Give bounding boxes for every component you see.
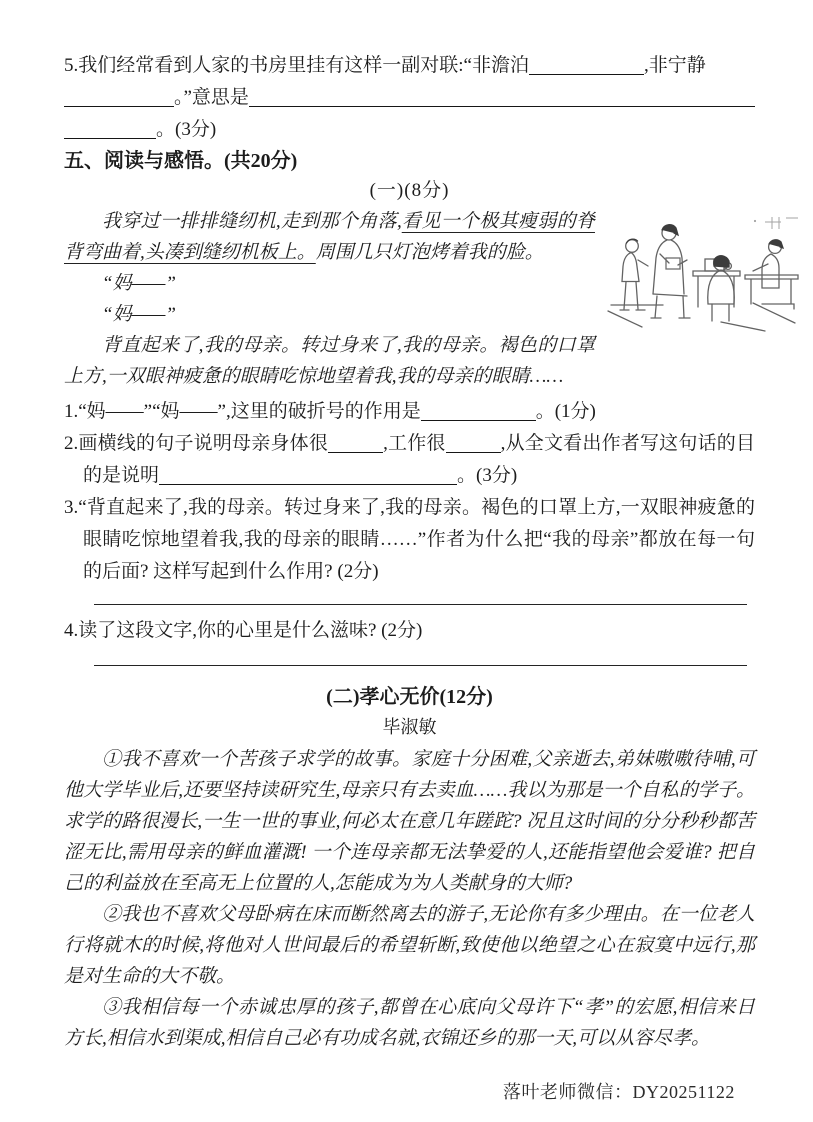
text-run: 我穿过一排排缝纫机,走到那个角落, (102, 211, 402, 232)
text-run: “妈——” (102, 304, 176, 325)
answer-blank (529, 58, 644, 75)
answer-blank (328, 436, 383, 453)
text-run: 。”意思是 (174, 87, 249, 108)
text-run: 2.画横线的句子说明母亲身体很 (64, 433, 329, 454)
section-heading: 五、阅读与感悟。(共20分) (64, 150, 298, 172)
question-2 (64, 428, 755, 492)
answer-blank (421, 404, 536, 421)
text-run: 1.“妈——”“妈——”,这里的破折号的作用是 (64, 401, 421, 422)
answer-blank (64, 90, 174, 107)
answer-blank (159, 468, 457, 485)
part2-paragraph-2: ②我也不喜欢父母卧病在床而断然离去的游子,无论你有多少理由。在一位老人行将就木的时候,将他对人世间最后的希望斩断,致使他以绝望之心在寂寞中远行,那是对生命的大不敬。 (64, 904, 755, 987)
question-1 (64, 396, 755, 428)
question-5-line-1 (64, 50, 755, 82)
part2-author: 毕淑敏 (382, 717, 437, 737)
text-run: ,工作很 (383, 433, 446, 454)
question-5-line-3 (64, 114, 755, 146)
sewing-workshop-illustration (605, 208, 801, 334)
text-run: 。(3分) (457, 465, 518, 486)
text-run: 。(3分) (156, 119, 217, 140)
sewing-workshop-sketch-svg (605, 208, 801, 334)
question-3 (64, 492, 755, 588)
part2-paragraph-3: ③我相信每一个赤诚忠厚的孩子,都曾在心底向父母许下“孝”的宏愿,相信来日方长,相信水到渠成,相信自己必有功成名就,衣锦还乡的那一天,可以从容尽孝。 (64, 997, 755, 1049)
answer-line (94, 604, 747, 605)
part1-title: (一)(8分) (369, 180, 450, 201)
answer-blank (64, 122, 156, 139)
question-5 (64, 50, 755, 146)
text-run: “妈——” (102, 273, 176, 294)
passage-paragraph (64, 330, 755, 392)
answer-line (94, 665, 747, 666)
text-run: 3.“背直起来了,我的母亲。转过身来了,我的母亲。褐色的口罩上方,一双眼神疲惫的眼睛吃惊地望着我,我的母亲的眼睛……”作者为什么把“我的母亲”都放在每一句的后面? 这样写起到什么作用? (2分) (64, 497, 755, 582)
text-run: 4.读了这段文字,你的心里是什么滋味? (2分) (64, 620, 423, 641)
teacher-wechat-watermark: 落叶老师微信：DY20251122 (503, 1082, 735, 1102)
underlined-text: 看见一个极其瘦弱的脊背弯曲着,头凑到缝纫机板上。 (64, 211, 595, 263)
text-run: 5.我们经常看到人家的书房里挂有这样一副对联:“非澹泊 (64, 55, 529, 76)
text-run: ,从全文看出作者写这句话的目的是说明 (83, 433, 755, 486)
part1-passage (64, 206, 755, 392)
answer-blank (446, 436, 501, 453)
part2-title: (二)孝心无价(12分) (326, 686, 493, 708)
text-run: 背直起来了,我的母亲。转过身来了,我的母亲。褐色的口罩上方,一双眼神疲惫的眼睛吃惊地望着我,我的母亲的眼睛…… (64, 335, 595, 387)
text-run: 周围几只灯泡烤着我的脸。 (315, 242, 544, 263)
part2-paragraph-1: ①我不喜欢一个苦孩子求学的故事。家庭十分困难,父亲逝去,弟妹嗷嗷待哺,可他大学毕业后,还要坚持读研究生,母亲只有去卖血……我以为那是一个自私的学子。求学的路很漫长,一生一世的事业,何必太在意几年蹉跎? 况且这时间的分分秒秒都苦涩无比,需用母亲的鲜血灌溉! 一个连母亲都无法挚爱的人,还能指望他会爱谁? 把自己的利益放在至高无上位置的人,怎能成为为人类献身的大师? (64, 749, 755, 894)
answer-blank (249, 90, 755, 107)
text-run: 。(1分) (535, 401, 596, 422)
text-run: ,非宁静 (643, 55, 706, 76)
question-5-line-2 (64, 82, 755, 114)
question-4 (64, 615, 755, 647)
